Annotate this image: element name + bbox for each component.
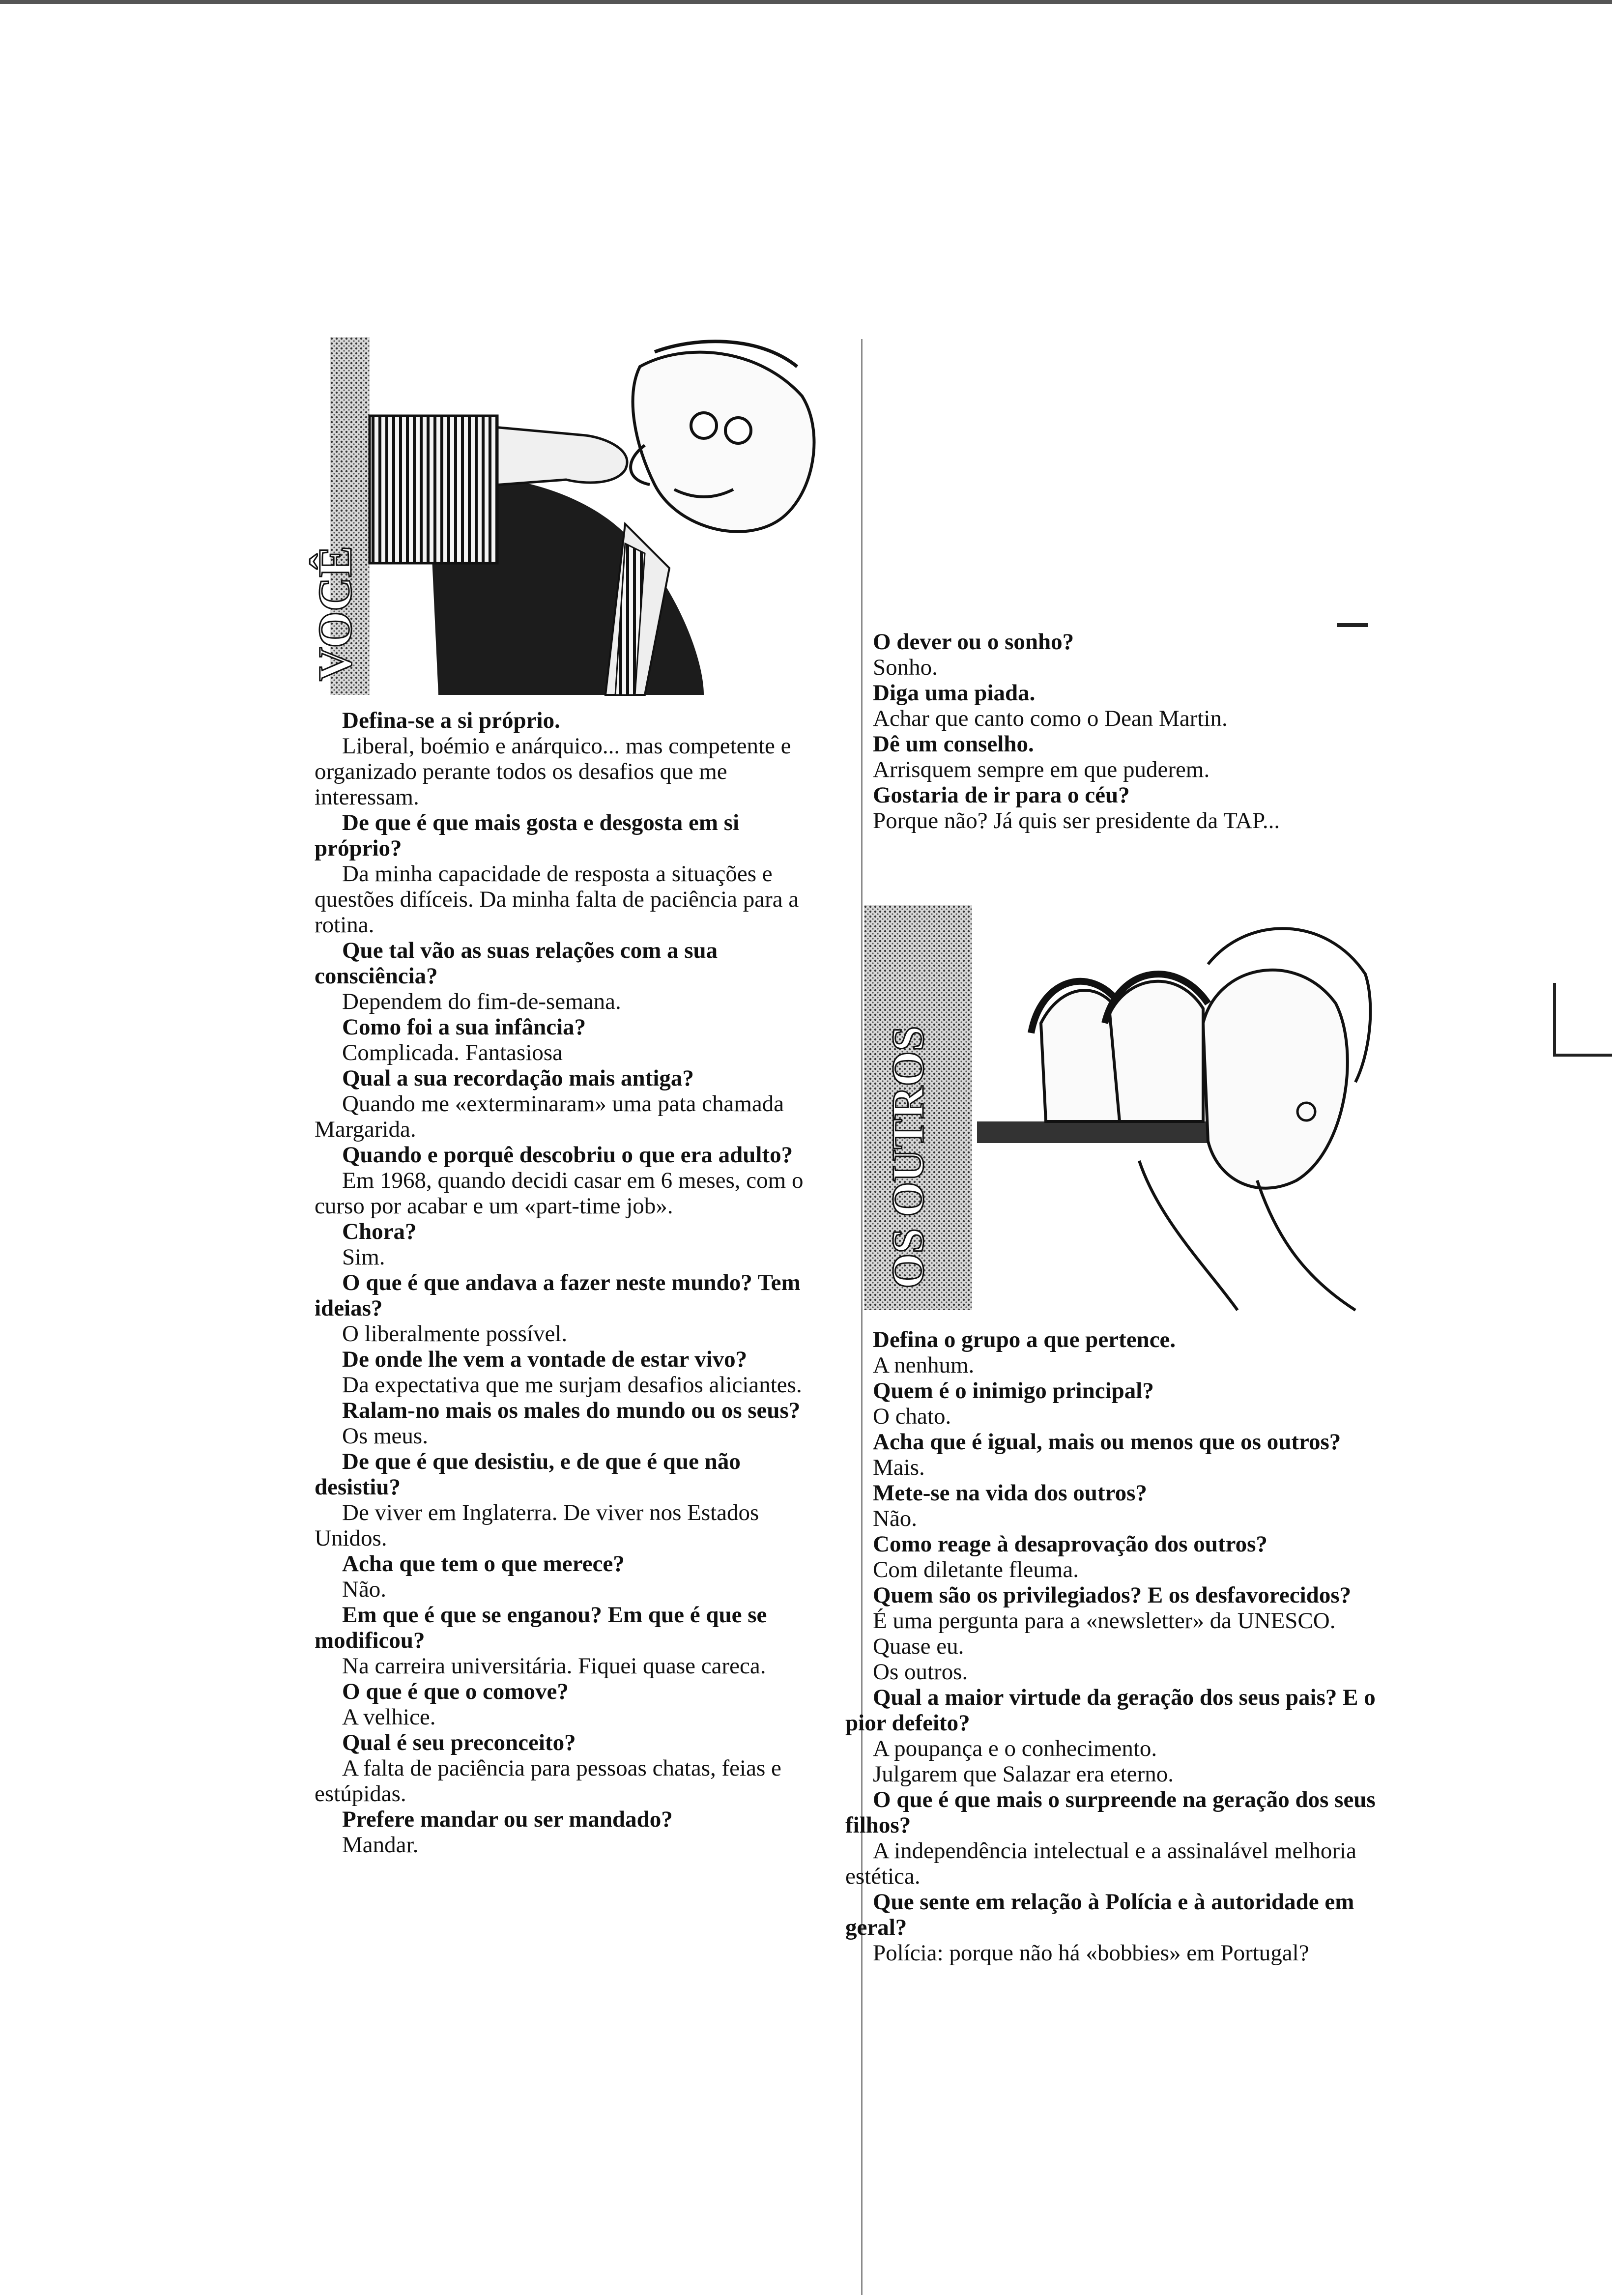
interview-question: Defina-se a si próprio. bbox=[342, 708, 560, 733]
scan-mark bbox=[1553, 983, 1556, 1057]
interview-answer: A velhice. bbox=[342, 1704, 436, 1730]
interview-answer: Quando me «exterminaram» uma pata chamada Margarida. bbox=[315, 1091, 784, 1142]
interview-question: Qual a sua recordação mais antiga? bbox=[342, 1065, 694, 1091]
interview-question: Como reage à desaprovação dos outros? bbox=[873, 1531, 1267, 1557]
page-top-edge bbox=[0, 0, 1612, 4]
interview-question: Gostaria de ir para o céu? bbox=[873, 782, 1130, 808]
neck-line bbox=[1257, 1180, 1355, 1310]
interview-question: Diga uma piada. bbox=[873, 680, 1036, 706]
interview-answer: Dependem do fim-de-semana. bbox=[342, 989, 621, 1014]
interview-answer: A falta de paciência para pessoas chatas, feias e estúpidas. bbox=[315, 1755, 781, 1807]
interview-answer: Achar que canto como o Dean Martin. bbox=[873, 706, 1228, 731]
shoulder-line bbox=[1139, 1161, 1238, 1310]
interview-answer: Liberal, boémio e anárquico... mas competente e organizado perante todos os desafios que me interessam. bbox=[315, 733, 791, 810]
interview-question: Quem é o inimigo principal? bbox=[873, 1378, 1154, 1404]
right-interview-top bbox=[845, 629, 1376, 833]
interview-answer: Polícia: porque não há «bobbies» em Portugal? bbox=[873, 1940, 1309, 1966]
interview-answer: Não. bbox=[342, 1577, 387, 1602]
interview-question: Prefere mandar ou ser mandado? bbox=[342, 1807, 673, 1832]
caricature-pointing-hand bbox=[309, 337, 841, 695]
interview-answer: Complicada. Fantasiosa bbox=[342, 1040, 563, 1065]
caricature-pointing-hand-drawing bbox=[309, 337, 841, 695]
banner-os-outros: OS OUTROS bbox=[883, 1026, 933, 1289]
interview-question: Mete-se na vida dos outros? bbox=[873, 1480, 1147, 1506]
interview-question: De onde lhe vem a vontade de estar vivo? bbox=[342, 1347, 748, 1372]
interview-answer: Na carreira universitária. Fiquei quase careca. bbox=[342, 1653, 766, 1679]
interview-question: De que é que desistiu, e de que é que não desistiu? bbox=[315, 1449, 741, 1500]
interview-question: O dever ou o sonho? bbox=[873, 629, 1074, 655]
interview-question: Quando e porquê descobriu o que era adulto? bbox=[342, 1142, 793, 1168]
interview-question: Acha que é igual, mais ou menos que os outros? bbox=[873, 1429, 1341, 1455]
interview-answer: O liberalmente possível. bbox=[342, 1321, 568, 1347]
interview-answer: É uma pergunta para a «newsletter» da UNESCO. bbox=[873, 1608, 1336, 1634]
interview-question: Acha que tem o que merece? bbox=[342, 1551, 625, 1577]
interview-answer: Da expectativa que me surjam desafios aliciantes. bbox=[342, 1372, 802, 1398]
interview-question: Que sente em relação à Polícia e à autoridade em geral? bbox=[845, 1889, 1354, 1940]
interview-answer: Os meus. bbox=[342, 1423, 428, 1449]
interview-answer: Arrisquem sempre em que puderem. bbox=[873, 757, 1210, 782]
interview-question: Qual é seu preconceito? bbox=[342, 1730, 576, 1755]
interview-question: O que é que o comove? bbox=[342, 1679, 569, 1704]
interview-question: Ralam-no mais os males do mundo ou os seus? bbox=[342, 1398, 801, 1423]
interview-answer: A independência intelectual e a assinalável melhoria estética. bbox=[845, 1838, 1356, 1889]
banner-voce: VOCÊ bbox=[309, 545, 361, 681]
interview-answer: Da minha capacidade de resposta a situações e questões difíceis. Da minha falta de paciência para a rotina. bbox=[315, 861, 799, 938]
head-outline bbox=[633, 352, 814, 532]
interview-question: Qual a maior virtude da geração dos seus pais? E o pior defeito? bbox=[845, 1685, 1376, 1736]
interview-answer: Mais. bbox=[873, 1455, 925, 1480]
face-three bbox=[1203, 970, 1348, 1188]
caricature-group-drawing bbox=[864, 905, 1375, 1310]
interview-answer: Os outros. bbox=[873, 1659, 968, 1685]
interview-question: Em que é que se enganou? Em que é que se modificou? bbox=[315, 1602, 767, 1653]
interview-question: Quem são os privilegiados? E os desfavorecidos? bbox=[873, 1582, 1352, 1608]
eyeglass-left bbox=[691, 413, 717, 438]
sleeve-cuff bbox=[370, 416, 497, 563]
right-interview-bottom bbox=[845, 1327, 1376, 1966]
interview-question: O que é que mais o surpreende na geração dos seus filhos? bbox=[845, 1787, 1376, 1838]
left-interview-column bbox=[315, 708, 826, 1858]
interview-answer: Sim. bbox=[342, 1244, 385, 1270]
scan-mark bbox=[1553, 1054, 1612, 1057]
interview-answer: A nenhum. bbox=[873, 1352, 975, 1378]
interview-question: Defina o grupo a que pertence. bbox=[873, 1327, 1176, 1352]
interview-answer: Mandar. bbox=[342, 1832, 419, 1858]
interview-answer: A poupança e o conhecimento. bbox=[873, 1736, 1157, 1761]
interview-answer: De viver em Inglaterra. De viver nos Estados Unidos. bbox=[315, 1500, 759, 1551]
interview-answer: O chato. bbox=[873, 1404, 951, 1429]
interview-answer: Porque não? Já quis ser presidente da TAP... bbox=[873, 808, 1280, 833]
eyeglass-right bbox=[725, 418, 751, 443]
interview-answer: Quase eu. bbox=[873, 1634, 964, 1659]
scan-mark bbox=[1337, 623, 1368, 627]
face-two bbox=[1110, 981, 1203, 1121]
interview-question: Como foi a sua infância? bbox=[342, 1014, 586, 1040]
interview-answer: Sonho. bbox=[873, 655, 938, 680]
interview-question: Chora? bbox=[342, 1219, 417, 1244]
interview-answer: Não. bbox=[873, 1506, 918, 1531]
interview-answer: Julgarem que Salazar era eterno. bbox=[873, 1761, 1174, 1787]
interview-answer: Em 1968, quando decidi casar em 6 meses, com o curso por acabar e um «part-time job». bbox=[315, 1168, 804, 1219]
interview-answer: Com diletante fleuma. bbox=[873, 1557, 1079, 1582]
interview-question: Que tal vão as suas relações com a sua consciência? bbox=[315, 938, 718, 989]
interview-question: Dê um conselho. bbox=[873, 731, 1034, 757]
caricature-group bbox=[864, 905, 1375, 1310]
interview-question: De que é que mais gosta e desgosta em si próprio? bbox=[315, 810, 740, 861]
interview-question: O que é que andava a fazer neste mundo? Tem ideias? bbox=[315, 1270, 801, 1321]
